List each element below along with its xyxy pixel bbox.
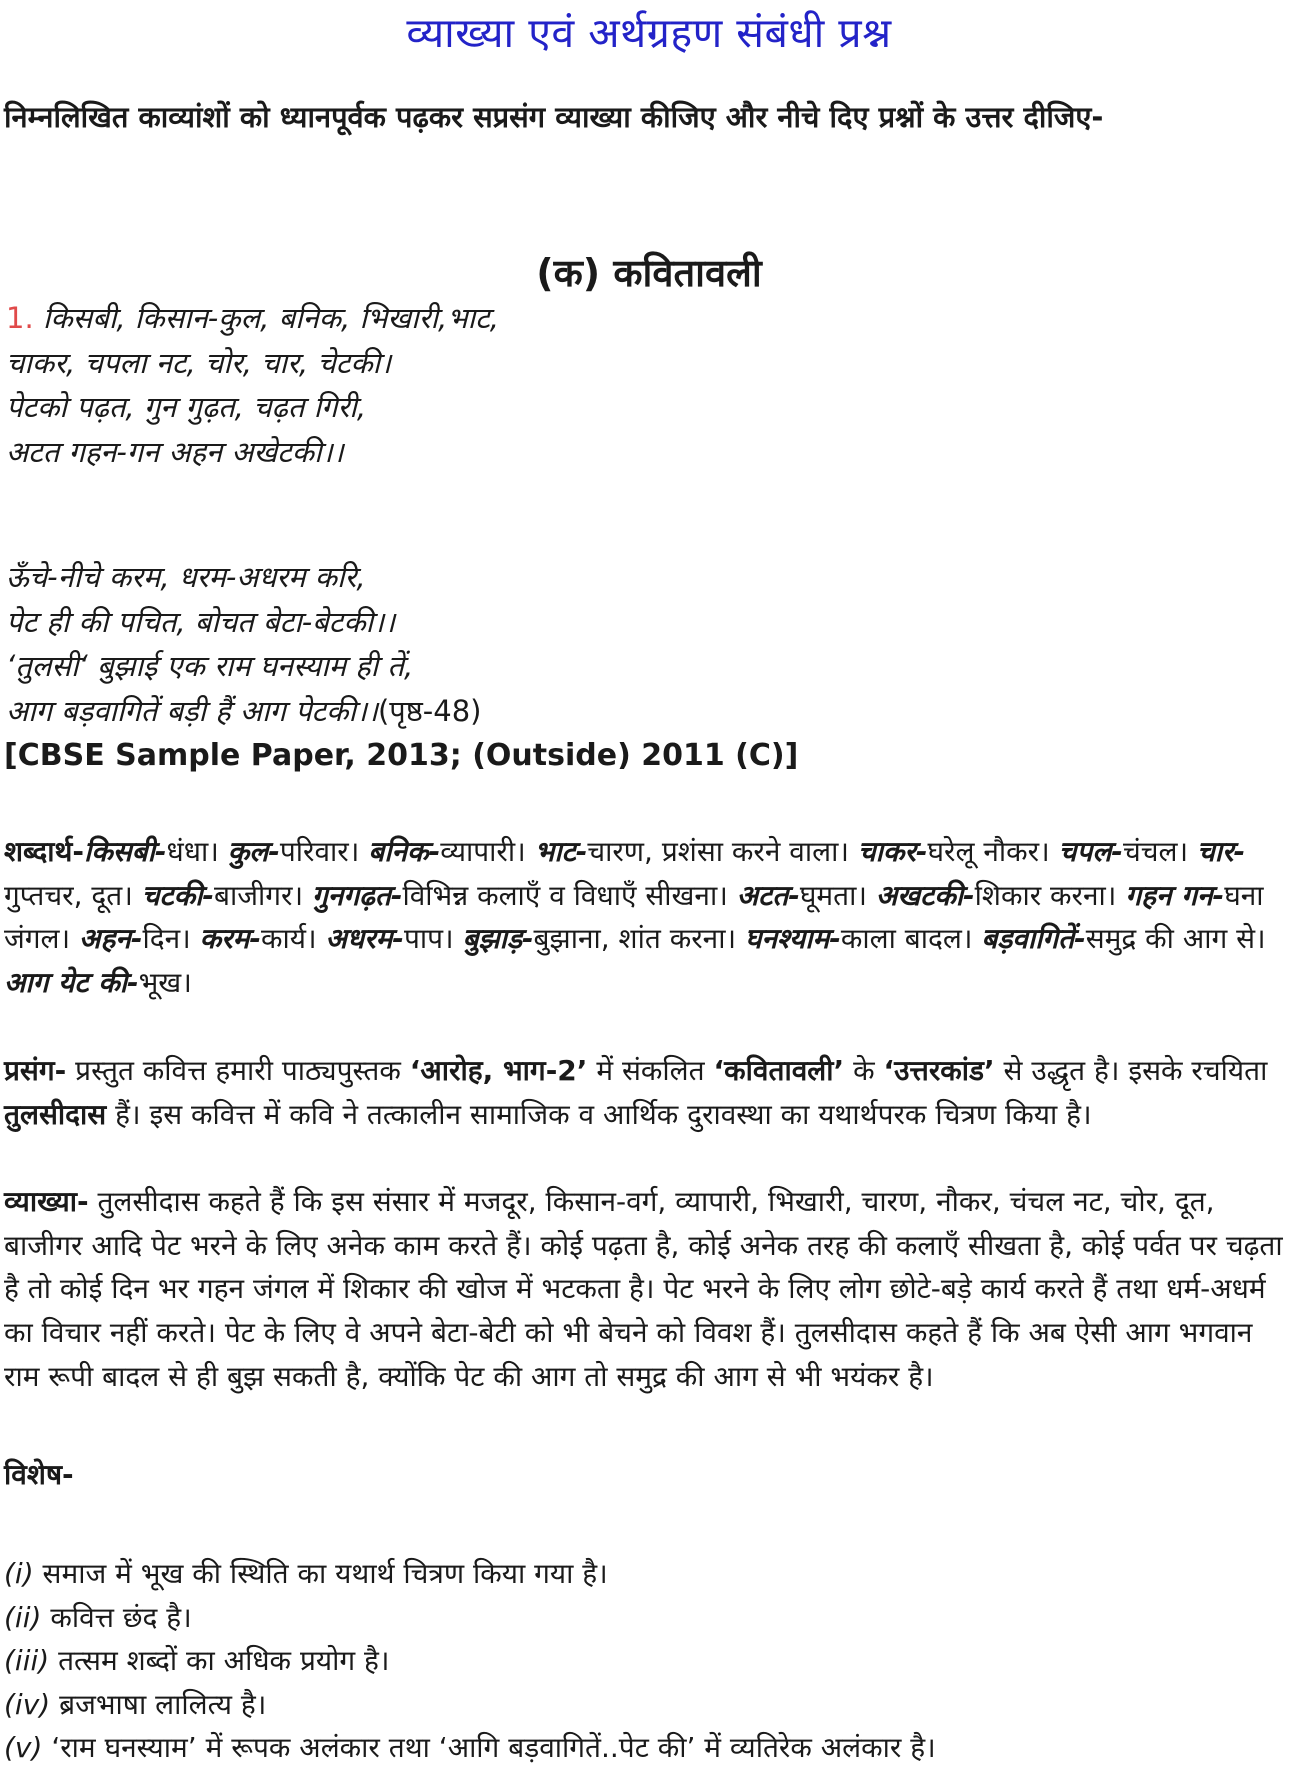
verse-line: ऊँचे-नीचे करम, धरम-अधरम करि, — [6, 560, 366, 594]
glossary-term: चार- — [1197, 835, 1246, 868]
verse-line: ‘तुलसी‘ बुझाई एक राम घनस्याम ही तें, — [6, 649, 414, 683]
glossary-term: अधरम- — [325, 922, 404, 956]
glossary-meaning: कार्य। — [260, 922, 317, 956]
glossary-term: किसबी- — [84, 835, 167, 868]
glossary-term: बनिक- — [368, 835, 441, 868]
glossary-term: बड़वागितें- — [981, 922, 1086, 956]
glossary-meaning: चंचल। — [1122, 835, 1189, 868]
glossary-meaning: दिन। — [142, 922, 191, 956]
instruction-text: निम्नलिखित काव्यांशों को ध्यानपूर्वक पढ़कर सप्रसंग व्याख्या कीजिए और नीचे दिए प्रश्नों के उत्तर दीजिए- — [4, 100, 1104, 134]
verse-line: अटत गहन-गन अहन अखेटकी।। — [6, 434, 344, 469]
explanation-paragraph — [4, 1180, 1292, 1399]
special-points-list — [4, 1552, 1292, 1770]
glossary-meaning: शिकार करना। — [974, 878, 1117, 912]
glossary-paragraph — [4, 830, 1292, 1005]
explanation-label: व्याख्या- — [4, 1185, 89, 1218]
glossary-meaning: समुद्र की आग से। — [1085, 922, 1266, 956]
list-item: (iv) ब्रजभाषा लालित्य है। — [4, 1687, 267, 1721]
list-item: (ii) कवित्त छंद है। — [4, 1600, 192, 1634]
glossary-meaning: पाप। — [403, 922, 454, 956]
glossary-term: चपल- — [1058, 835, 1123, 868]
glossary-term: चाकर- — [857, 835, 928, 868]
context-paragraph: प्रसंग- प्रस्तुत कवित्त हमारी पाठ्यपुस्तक ‘आरोह, भाग-2’ में संकलित ‘कवितावली’ के ‘उत्तरकांड’ से उद्धृत है। इसके रचयिता तुलसीदास हैं। इस कवित्त में कवि ने तत्कालीन सामाजिक व आर्थिक दुरावस्था का यथार्थपरक चित्रण किया है। — [4, 1054, 1268, 1131]
verse-line: पेट ही की पचित, बोचत बेटा-बेटकी।। — [6, 604, 396, 639]
section-heading: (क) कवितावली — [536, 251, 762, 295]
glossary-term: आग येट की- — [4, 966, 139, 1000]
special-label: विशेष- — [4, 1458, 74, 1491]
glossary-meaning: बुझाना, शांत करना। — [533, 922, 737, 956]
glossary-label: शब्दार्थ- — [4, 835, 84, 868]
page-reference: (पृष्ठ-48) — [377, 693, 482, 728]
glossary-term: चटकी- — [141, 878, 215, 912]
glossary-meaning: काला बादल। — [840, 922, 973, 956]
glossary-term: गहन गन- — [1125, 878, 1225, 912]
glossary-term: घनश्याम- — [744, 922, 841, 956]
list-item: (iii) तत्सम शब्दों का अधिक प्रयोग है। — [4, 1644, 390, 1677]
page-title: व्याख्या एवं अर्थग्रहण संबंधी प्रश्न — [406, 9, 892, 57]
verse-stanza-1 — [6, 296, 906, 474]
explanation-text: तुलसीदास कहते हैं कि इस संसार में मजदूर, किसान-वर्ग, व्यापारी, भिखारी, चारण, नौकर, चंचल नट, चोर, दूत, बाजीगर आदि पेट भरने के लिए अनेक काम करते हैं। कोई पढ़ता है, कोई अनेक तरह की कलाएँ सीखता है, कोई पर्वत पर चढ़ता है तो कोई दिन भर गहन जंगल में शिकार की खोज में भटकता है। पेट भरने के लिए लोग छोटे-बड़े कार्य करते हैं तथा धर्म-अधर्म का विचार नहीं करते। पेट के लिए वे अपने बेटा-बेटी को भी बेचने को विवश हैं। तुलसीदास कहते हैं कि अब ऐसी आग भगवान राम रूपी बादल से ही बुझ सकती है, क्योंकि पेट की आग तो समुद्र की आग से भी भयंकर है। — [4, 1185, 1283, 1393]
glossary-term: बुझाड़- — [462, 922, 534, 956]
glossary-meaning: घरेलू नौकर। — [927, 835, 1050, 868]
glossary-term: गुनगढ़त- — [312, 878, 403, 912]
glossary-term: भाट- — [534, 835, 588, 868]
glossary-meaning: भूख। — [138, 966, 192, 1000]
verse-number: 1. — [6, 301, 34, 335]
glossary-term: अहन- — [79, 922, 143, 956]
verse-line: पेटको पढ़त, गुन गुढ़त, चढ़त गिरी, — [6, 390, 367, 424]
glossary-meaning: घूमता। — [799, 878, 867, 912]
glossary-meaning: व्यापारी। — [440, 835, 526, 868]
context-label: प्रसंग- — [4, 1054, 67, 1087]
glossary-term: कुल- — [227, 835, 280, 868]
list-item: (i) समाज में भूख की स्थिति का यथार्थ चित्रण किया गया है। — [4, 1557, 608, 1590]
verse-line: 1. किसबी, किसान-कुल, बनिक, भिखारी,भाट, — [6, 301, 499, 335]
source-citation: [CBSE Sample Paper, 2013; (Outside) 2011 (C)] — [4, 738, 799, 773]
glossary-meaning: विभिन्न कलाएँ व विधाएँ सीखना। — [402, 878, 728, 912]
glossary-meaning: बाजीगर। — [214, 878, 304, 912]
glossary-meaning: गुप्तचर, दूत। — [4, 878, 133, 912]
glossary-meaning: घना जंगल। — [4, 878, 1264, 956]
glossary-meaning: चारण, प्रशंसा करने वाला। — [587, 835, 849, 868]
glossary-term: अटत- — [736, 878, 800, 912]
section-title: ‘उत्तरकांड’ — [883, 1054, 995, 1087]
glossary-term: करम- — [199, 922, 261, 956]
list-item: (v) ‘राम घनस्याम’ में रूपक अलंकार तथा ‘आगि बड़वागितें..पेट की’ में व्यतिरेक अलंकार है। — [4, 1731, 936, 1764]
glossary-meaning: परिवार। — [279, 835, 360, 868]
glossary-term: अखटकी- — [875, 878, 975, 912]
verse-line: आग बड़वागितें बड़ी हैं आग पेटकी।।(पृष्ठ-48) — [6, 693, 482, 728]
author-name: तुलसीदास — [4, 1097, 107, 1131]
verse-stanza-2 — [6, 555, 906, 733]
book-title: ‘आरोह, भाग-2’ — [409, 1054, 588, 1087]
verse-line: चाकर, चपला नट, चोर, चार, चेटकी। — [6, 345, 392, 380]
work-title: ‘कवितावली’ — [713, 1054, 845, 1087]
glossary-meaning: धंधा। — [166, 835, 219, 868]
